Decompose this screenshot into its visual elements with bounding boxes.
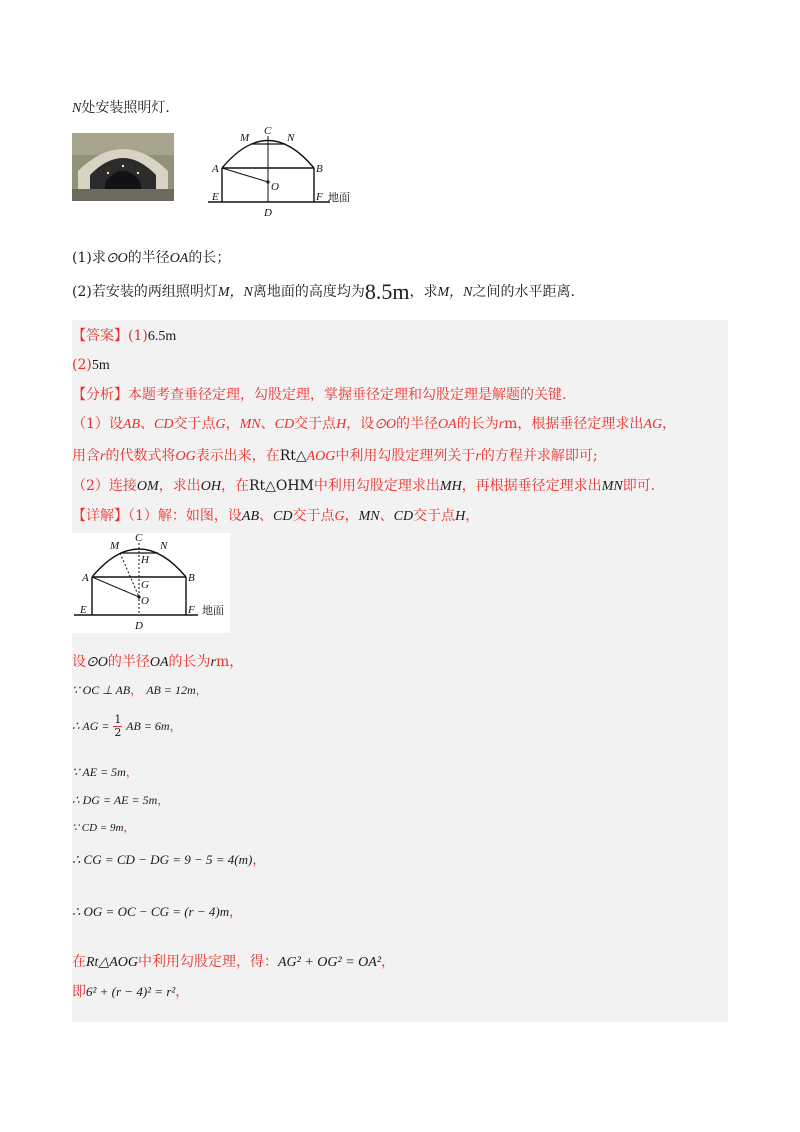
q1-circle: ⊙O — [105, 251, 128, 266]
step-10: 即6² + (r − 4)² = r²， — [72, 984, 190, 1000]
fig2-label-c: C — [135, 533, 143, 544]
answer-2-value: 5m — [91, 358, 110, 373]
analysis-p3: （2）连接OM，求出OH，在Rt△OHM中利用勾股定理求出MH，再根据垂径定理求出MN即可. — [72, 478, 656, 494]
q1-prefix: (1)求 — [72, 250, 106, 266]
answer-line-1 — [72, 326, 176, 347]
fig2-label-d: D — [135, 620, 143, 632]
var-n: N — [72, 101, 82, 116]
q1-mid: 的半径 — [127, 250, 170, 266]
label-b: B — [316, 163, 323, 175]
fig2-label-n: N — [160, 540, 168, 552]
label-o: O — [271, 181, 279, 193]
label-e: E — [212, 191, 219, 203]
tunnel-photo — [72, 133, 174, 201]
q2-vars2: M，N — [437, 285, 473, 300]
detail-line-1: 【详解】（1）解：如图，设AB、CD交于点G，MN、CD交于点H， — [72, 508, 480, 524]
fig2-label-ground: 地面 — [202, 604, 224, 617]
q1-seg: OA — [169, 251, 189, 266]
step-6: ∵ CD = 9m， — [72, 821, 135, 834]
q2-vars: M，N — [217, 285, 253, 300]
label-f: F — [316, 191, 323, 203]
analysis-tag: 【分析】 — [72, 387, 128, 403]
label-c: C — [264, 125, 272, 137]
label-ground: 地面 — [328, 191, 350, 204]
fig2-label-a: A — [82, 572, 89, 584]
fraction-half: $\frac{1}{2}$ — [114, 713, 122, 739]
q2-height: 8.5m — [364, 279, 410, 304]
step-9: 在Rt△AOG中利用勾股定理，得：AG² + OG² = OA²， — [72, 954, 396, 970]
q2-prefix: (2)若安装的两组照明灯 — [72, 284, 218, 300]
fig2-label-h: H — [141, 554, 149, 566]
step-8: ∴ OG = OC − CG = (r − 4)m， — [72, 904, 243, 920]
step-4: ∵ AE = 5m， — [72, 765, 138, 779]
label-m: M — [240, 132, 250, 144]
q1-suffix: 的长； — [188, 250, 231, 266]
label-a: A — [212, 163, 219, 175]
figure-tunnel-diagram — [200, 125, 370, 220]
detail-tag: 【详解】 — [72, 508, 128, 524]
step-7: ∴ CG = CD − DG = 9 − 5 = 4(m)， — [72, 852, 266, 868]
answer-2-num: (2) — [72, 357, 92, 373]
q2-mid: 离地面的高度均为 — [252, 284, 365, 300]
fig2-label-o: O — [141, 595, 149, 607]
fig2-label-b: B — [188, 572, 195, 584]
step-5: ∴ DG = AE = 5m， — [72, 793, 170, 807]
analysis-text: 本题考查垂径定理，勾股定理，掌握垂径定理和勾股定理是解题的关键. — [128, 387, 567, 403]
fig2-label-g: G — [141, 579, 149, 591]
q2-mid2: ，求 — [409, 284, 438, 300]
analysis-p1: （1）设AB、CD交于点G，MN、CD交于点H，设⊙O的半径OA的长为rm，根据垂径定理求出AG， — [72, 416, 677, 432]
fig2-label-f: F — [188, 604, 195, 616]
question-1 — [72, 248, 230, 269]
label-d: D — [264, 207, 272, 219]
answer-1-num: (1) — [128, 328, 148, 344]
step-1: 设⊙O的半径OA的长为rm， — [72, 654, 244, 670]
fig2-label-m: M — [110, 540, 120, 552]
analysis-p2: 用含r的代数式将OG表示出来，在Rt△AOG中利用勾股定理列关于r的方程并求解即可; — [72, 448, 598, 464]
q2-suffix: 之间的水平距离. — [472, 284, 575, 300]
question-2 — [72, 279, 575, 304]
step-2: ∵ OC ⊥ AB， AB = 12m， — [72, 683, 208, 697]
label-n: N — [287, 132, 295, 144]
answer-1-value: 6.5m — [147, 329, 177, 344]
analysis-line — [72, 385, 566, 405]
answer-line-2 — [72, 355, 110, 376]
intro-line — [72, 98, 170, 119]
intro-text: 处安装照明灯. — [81, 100, 170, 116]
step-3: ∴ AG = $\frac{1}{2}$ AB = 6m， — [72, 713, 182, 739]
fig2-label-e: E — [80, 604, 87, 616]
figure-solution-diagram — [72, 533, 230, 633]
answer-tag: 【答案】 — [72, 328, 128, 344]
